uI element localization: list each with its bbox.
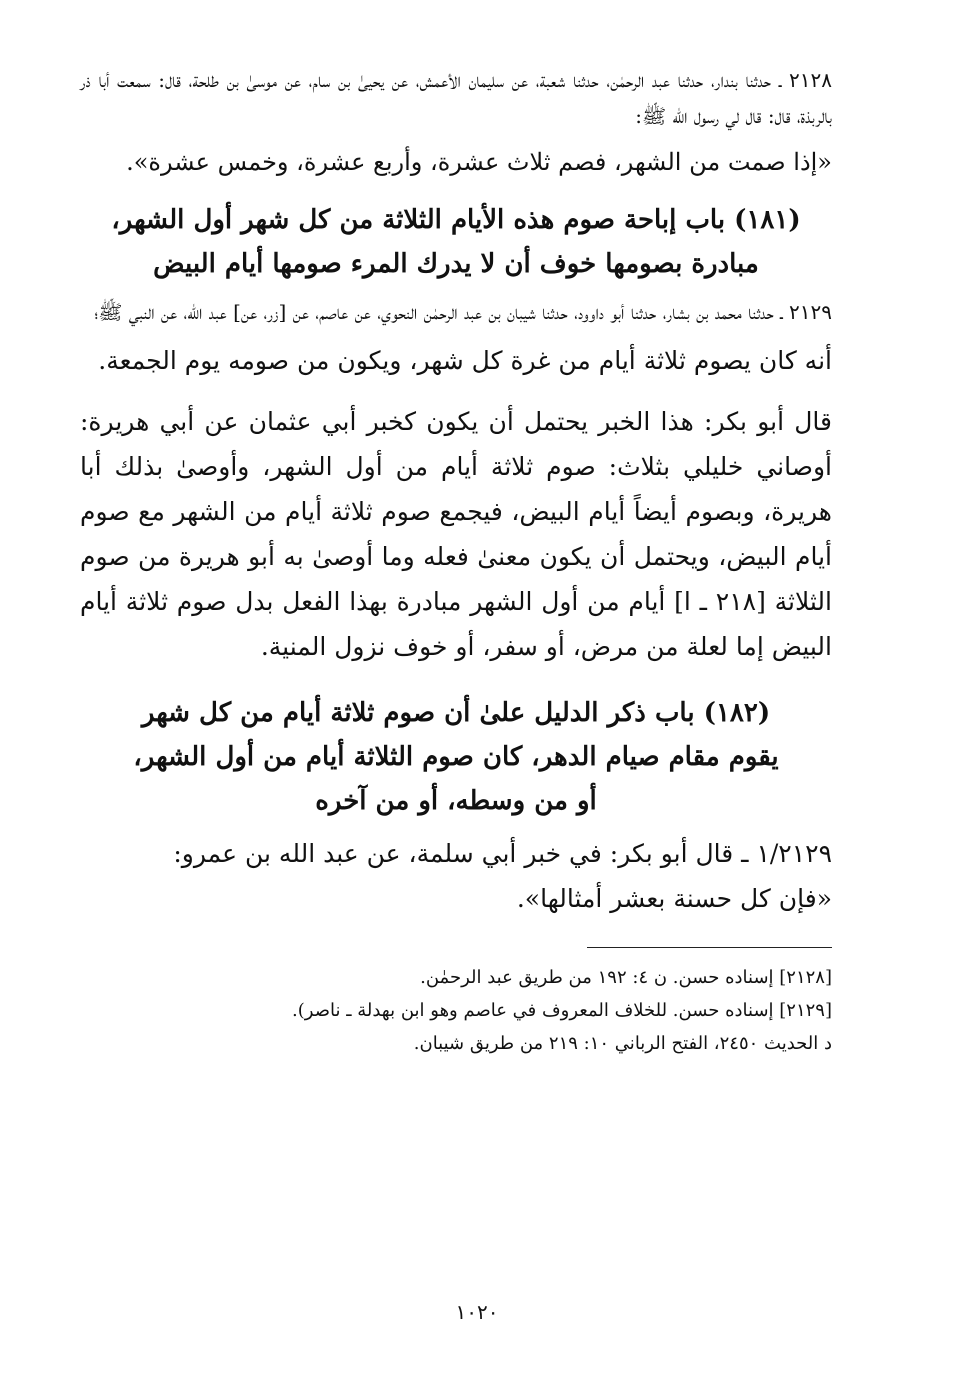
hadith-2129-matn: أنه كان يصوم ثلاثة أيام من غرة كل شهر، ويكون من صومه يوم الجمعة. [98, 346, 832, 375]
hadith-2128-isnad: ٢١٢٨ ـ حدثنا بندار، حدثنا عبد الرحمٰن، حدثنا شعبة، عن سليمان الأعمش، عن يحيىٰ بن سام، عن موسىٰ بن طلحة، قال: سمعت أبا ذر بالربذة، قال: قال لي رسول الله ﷺ: [80, 68, 832, 128]
chapter-182-line2: يقوم مقام صيام الدهر، كان صوم الثلاثة أيام من أول الشهر، [133, 742, 779, 772]
hadith-2129-1-isnad: ١/٢١٢٩ ـ قال أبو بكر: في خبر أبي سلمة، عن عبد الله بن عمرو: [173, 839, 832, 868]
footnote-2128: [٢١٢٨] إسناده حسن. ن ٤: ١٩٢ من طريق عبد الرحمٰن. [420, 967, 832, 988]
chapter-181-line1: (١٨١) باب إباحة صوم هذه الأيام الثلاثة من كل شهر أول الشهر، [111, 205, 801, 235]
footnote-2129-continued: د الحديث ٢٤٥٠، الفتح الرباني ١٠: ٢١٩ من طريق شيبان. [413, 1033, 832, 1054]
hadith-2129-commentary: قال أبو بكر: هذا الخبر يحتمل أن يكون كخبر أبي عثمان عن أبي هريرة: أوصاني خليلي بثلاث: صوم ثلاثة أيام من أول الشهر، وأوصىٰ بذلك أبا هريرة، وبصوم أيضاً أيام البيض، فيجمع صوم ثلاثة أيام من الشهر مع صوم أيام البيض، ويحتمل أن يكون معنىٰ فعله وما أوصىٰ به أبو هريرة من صوم الثلاثة [٢١٨ ـ ا] أيام من أول الشهر مبادرة بهذا الفعل بدل صوم ثلاثة أيام البيض إما لعلة من مرض، أو سفر، أو خوف نزول المنية. [80, 407, 832, 661]
chapter-181-line2: مبادرة بصومها خوف أن لا يدرك المرء صومها أيام البيض [153, 249, 759, 279]
page-number: ١٠٢٠ [455, 1300, 499, 1324]
hadith-2129-1-matn: «فإن كل حسنة بعشر أمثالها». [516, 884, 832, 913]
footnote-separator [80, 921, 832, 961]
hadith-2128-matn: «إذا صمت من الشهر، فصم ثلاث عشرة، وأربع عشرة، وخمس عشرة». [126, 148, 832, 176]
page-body [80, 62, 832, 1060]
hadith-2129-isnad: ٢١٢٩ ـ حدثنا محمد بن بشار، حدثنا أبو داوود، حدثنا شيبان بن عبد الرحمٰن النحوي، عن عاصم، عن [زر، عن] عبد الله، عن النبي ﷺ؛ [94, 300, 832, 324]
chapter-182-line3: أو من وسطه، أو من آخره [315, 786, 597, 816]
chapter-182-heading [80, 691, 832, 823]
chapter-181-heading [80, 198, 832, 286]
footnote-2129: [٢١٢٩] إسناده حسن. للخلاف المعروف في عاصم وهو ابن بهدلة ـ ناصر). [292, 1000, 832, 1021]
chapter-182-line1: (١٨٢) باب ذكر الدليل علىٰ أن صوم ثلاثة أيام من كل شهر [141, 698, 771, 728]
